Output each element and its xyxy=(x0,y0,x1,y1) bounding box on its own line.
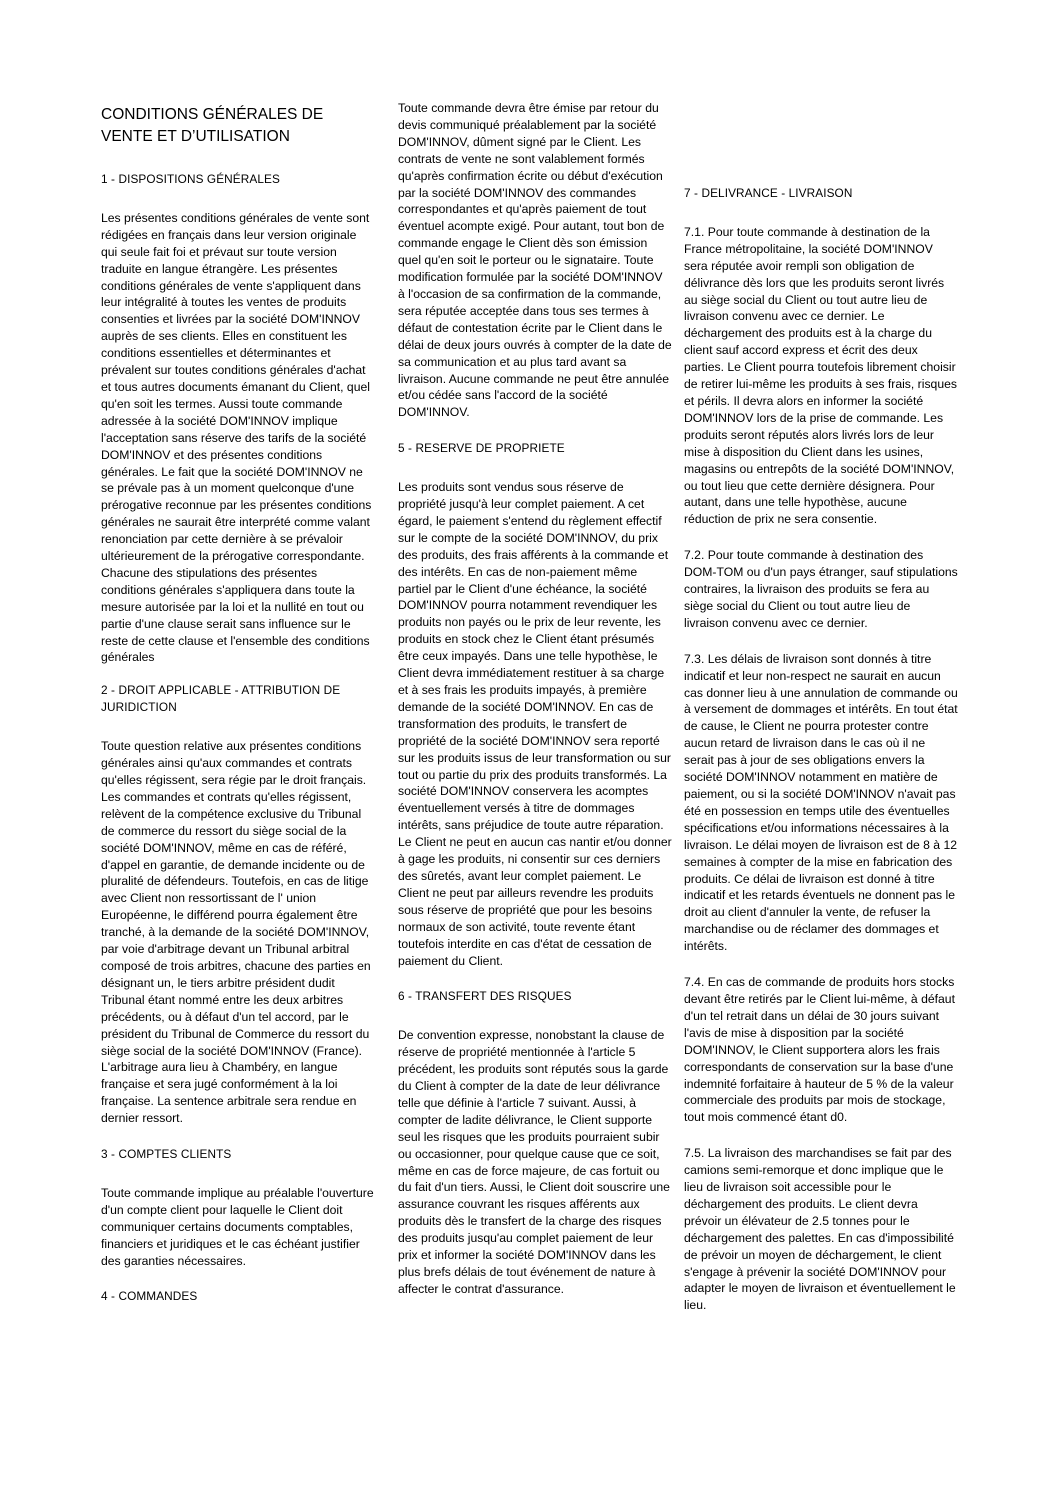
column-3-continuation-space xyxy=(684,100,958,185)
heading-comptes-clients: 3 - COMPTES CLIENTS xyxy=(101,1147,232,1162)
paragraph-dispositions-generales: Les présentes conditions générales de vente sont rédigées en français dans leur version originale qui seule fait foi et prévaut sur toute version traduite en langue étrangère. Les présentes conditions générales de vente s'appliquent dans leur intégralité à toutes les ventes de produits consenties et livrées par la société DOM'INNOV auprès de ses clients. Elles en constituent les conditions essentielles et déterminantes et prévalent sur toutes conditions générales d'achat et tous autres documents émanant du Client, quel qu'en soit les termes. Aussi toute commande adressée à la société DOM'INNOV implique l'acceptation sans réserve des tarifs de la société DOM'INNOV et des présentes conditions générales. Le fait que la société DOM'INNOV ne se prévale pas à un moment quelconque d'une prérogative reconnue par les présentes conditions générales ne saurait être interprété comme valant renonciation par cette dernière à se prévaloir ultérieurement de la prérogative correspondante. Chacune des stipulations des présentes conditions générales s'appliquera dans toute la mesure autorisée par la loi et la nullité en tout ou partie d'une clause serait sans influence sur le reste de cette clause et l'ensemble des conditions générales xyxy=(101,210,372,665)
heading-reserve-propriete: 5 - RESERVE DE PROPRIETE xyxy=(398,441,565,456)
paragraph-7-5: 7.5. La livraison des marchandises se fait par des camions semi-remorque et donc implique que le lieu de livraison soit accessible pour le déchargement des produits. Le client devra prévoir un élévateur de 2.5 tonnes pour le déchargement des palettes. En cas d'impossibilité de prévoir un moyen de déchargement, le client s'engage à prévenir la société DOM'INNOV pour adapter le moyen de livraison et éventuellement le lieu. xyxy=(684,1146,956,1313)
paragraph-7-2: 7.2. Pour toute commande à destination des DOM-TOM ou d'un pays étranger, sauf stipulations contraires, la livraison des produits se fera au siège social du Client ou tout autre lieu de livraison convenu avec ce dernier. xyxy=(684,548,958,630)
heading-commandes: 4 - COMMANDES xyxy=(101,1289,198,1304)
paragraph-transfert-risques: De convention expresse, nonobstant la clause de réserve de propriété mentionnée à l'article 5 précédent, les produits sont réputés sous la garde du Client à compter de la date de leur délivrance telle que définie à l'article 7 suivant. Aussi, à compter de ladite délivrance, le Client supporte seul les risques que les produits pourraient subir ou occasionner, pour quelque cause que ce soit, même en cas de force majeure, de cas fortuit ou du fait d'un tiers. Aussi, le Client doit souscrire une assurance couvrant les risques afférents aux produits dès le transfert de la charge des risques des produits jusqu'au complet paiement de leur prix et informer la société DOM'INNOV dans les plus brefs délais de tout événement de nature à affecter le contrat d'assurance. xyxy=(398,1028,670,1296)
paragraph-7-4: 7.4. En cas de commande de produits hors stocks devant être retirés par le Client lui-même, à défaut d'un tel retrait dans un délai de 30 jours suivant l'avis de mise à disposition par la société DOM'INNOV, le Client supportera alors les frais correspondants de conservation sur la base d'une indemnité forfaitaire à hauteur de 5 % de la valeur commerciale des produits par mois de stockage, tout mois commencé étant d0. xyxy=(684,975,955,1125)
column-2 xyxy=(398,100,672,1317)
heading-delivrance-livraison: 7 - DELIVRANCE - LIVRAISON xyxy=(684,186,853,200)
paragraph-7-1: 7.1. Pour toute commande à destination de la France métropolitaine, la société DOM'INNOV sera réputée avoir rempli son obligation de délivrance dès lors que les produits seront livrés au siège social du Client ou tout autre lieu de livraison convenu avec ce dernier. Le déchargement des produits est à la charge du client sauf accord express et écrit des deux parties. Le Client pourra toutefois librement choisir de retirer lui-même les produits à ses frais, risques et périls. Il devra alors en informer la société DOM'INNOV lors de la prise de commande. Les produits seront réputés alors livrés lors de leur mise à disposition du Client dans les usines, magasins ou entrepôts de la société DOM'INNOV, ou tout lieu que cette dernière désignera. Pour autant, dans une telle hypothèse, aucune réduction de prix ne sera consentie. xyxy=(684,224,957,527)
heading-transfert-risques: 6 - TRANSFERT DES RISQUES xyxy=(398,989,572,1004)
heading-dispositions-generales: 1 - DISPOSITIONS GÉNÉRALES xyxy=(101,172,280,186)
paragraph-comptes-clients: Toute commande implique au préalable l'ouverture d'un compte client pour laquelle le Client doit communiquer certains documents comptables, financiers et juridiques et le cas échéant justifier des garanties nécessaires. xyxy=(101,1185,374,1268)
column-3 xyxy=(684,100,958,1333)
heading-droit-applicable: 2 - DROIT APPLICABLE - ATTRIBUTION DE JURIDICTION xyxy=(101,683,341,715)
column-1 xyxy=(101,100,375,1327)
paragraph-7-3: 7.3. Les délais de livraison sont donnés à titre indicatif et leur non-respect ne saurait en aucun cas donner lieu à une annulation de commande ou à versement de dommages et intérêts. En tout état de cause, le Client ne pourra protester contre aucun retard de livraison dans le cas où il ne serait pas à jour de ses obligations envers la société DOM'INNOV notamment en matière de paiement, ou si la société DOM'INNOV n'avait pas été en possession en temps utile des éventuelles spécifications et/ou informations nécessaires à la livraison. Le délai moyen de livraison est de 8 à 12 semaines à compter de la mise en fabrication des produits. Ce délai de livraison est donné à titre indicatif et les retards éventuels ne donnent pas le droit au client d'annuler la vente, de refuser la marchandise ou de réclamer des dommages et intérêts. xyxy=(684,651,958,954)
paragraph-reserve-propriete: Les produits sont vendus sous réserve de propriété jusqu'à leur complet paiement. A cet égard, le paiement s'entend du règlement effectif sur le compte de la société DOM'INNOV, du prix des produits, des frais afférents à la commande et des intérêts. En cas de non-paiement même partiel par le Client d'une échéance, la société DOM'INNOV pourra notamment revendiquer les produits non payés ou le prix de leur revente, les produits en stock chez le Client étant présumés être ceux impayés. Dans une telle hypothèse, le Client devra immédiatement restituer à sa charge et à ses frais les produits impayés, à première demande de la société DOM'INNOV. En cas de transformation des produits, le transfert de propriété de la société DOM'INNOV sera reporté sur les produits issus de leur transformation ou sur tout ou partie du prix des produits transformés. La société DOM'INNOV conservera les acomptes éventuellement versés à titre de dommages intérêts, sans préjudice de toute autre réparation. Le Client ne peut en aucun cas nantir et/ou donner à gage les produits, ni consentir sur ces derniers des sûretés, avant leur complet paiement. Le Client ne peut par ailleurs revendre les produits sous réserve de propriété que pour les besoins normaux de son activité, toute revente étant toutefois interdite en cas d'état de cessation de paiement du Client. xyxy=(398,480,672,968)
paragraph-droit-applicable: Toute question relative aux présentes conditions générales ainsi qu'aux commandes et contrats qu'elles régissent, sera régie par le droit français. Les commandes et contrats qu'elles régissent, relèvent de la compétence exclusive du Tribunal de commerce du ressort du siège social de la société DOM'INNOV, même en cas de référé, d'appel en garantie, de demande incidente ou de pluralité de défendeurs. Toutefois, en cas de litige avec Client non ressortissant de l' union Européenne, le différend pourra également être tranché, à la demande de la société DOM'INNOV, par voie d'arbitrage devant un Tribunal arbitral composé de trois arbitres, chacune des parties en désignant un, le tiers arbitre président dudit Tribunal étant nommé entre les deux arbitres précédents, ou à défaut d'un tel accord, par le président du Tribunal de Commerce du ressort du siège social de la société DOM'INNOV (France). L'arbitrage aura lieu à Chambéry, en langue française et sera jugé conformément à la loi française. La sentence arbitrale sera rendue en dernier ressort. xyxy=(101,739,371,1126)
paragraph-commandes: Toute commande devra être émise par retour du devis communiqué préalablement par la société DOM'INNOV, dûment signé par le Client. Les contrats de vente ne sont valablement formés qu'après confirmation écrite ou début d'exécution par la société DOM'INNOV des commandes correspondantes et qu'après paiement de tout éventuel acompte exigé. Pour autant, tout bon de commande engage le Client dès son émission quel qu'en soit le porteur ou le signataire. Toute modification formulée par la société DOM'INNOV à l'occasion de sa confirmation de la commande, sera réputée acceptée dans tous ses termes à défaut de contestation écrite par le Client dans le délai de deux jours ouvrés à compter de la date de sa communication et au plus tard avant sa livraison. Aucune commande ne peut être annulée et/ou cédée sans l'accord de la société DOM'INNOV. xyxy=(398,101,672,420)
document-title: CONDITIONS GÉNÉRALES DE VENTE ET D’UTILISATION xyxy=(101,106,324,145)
